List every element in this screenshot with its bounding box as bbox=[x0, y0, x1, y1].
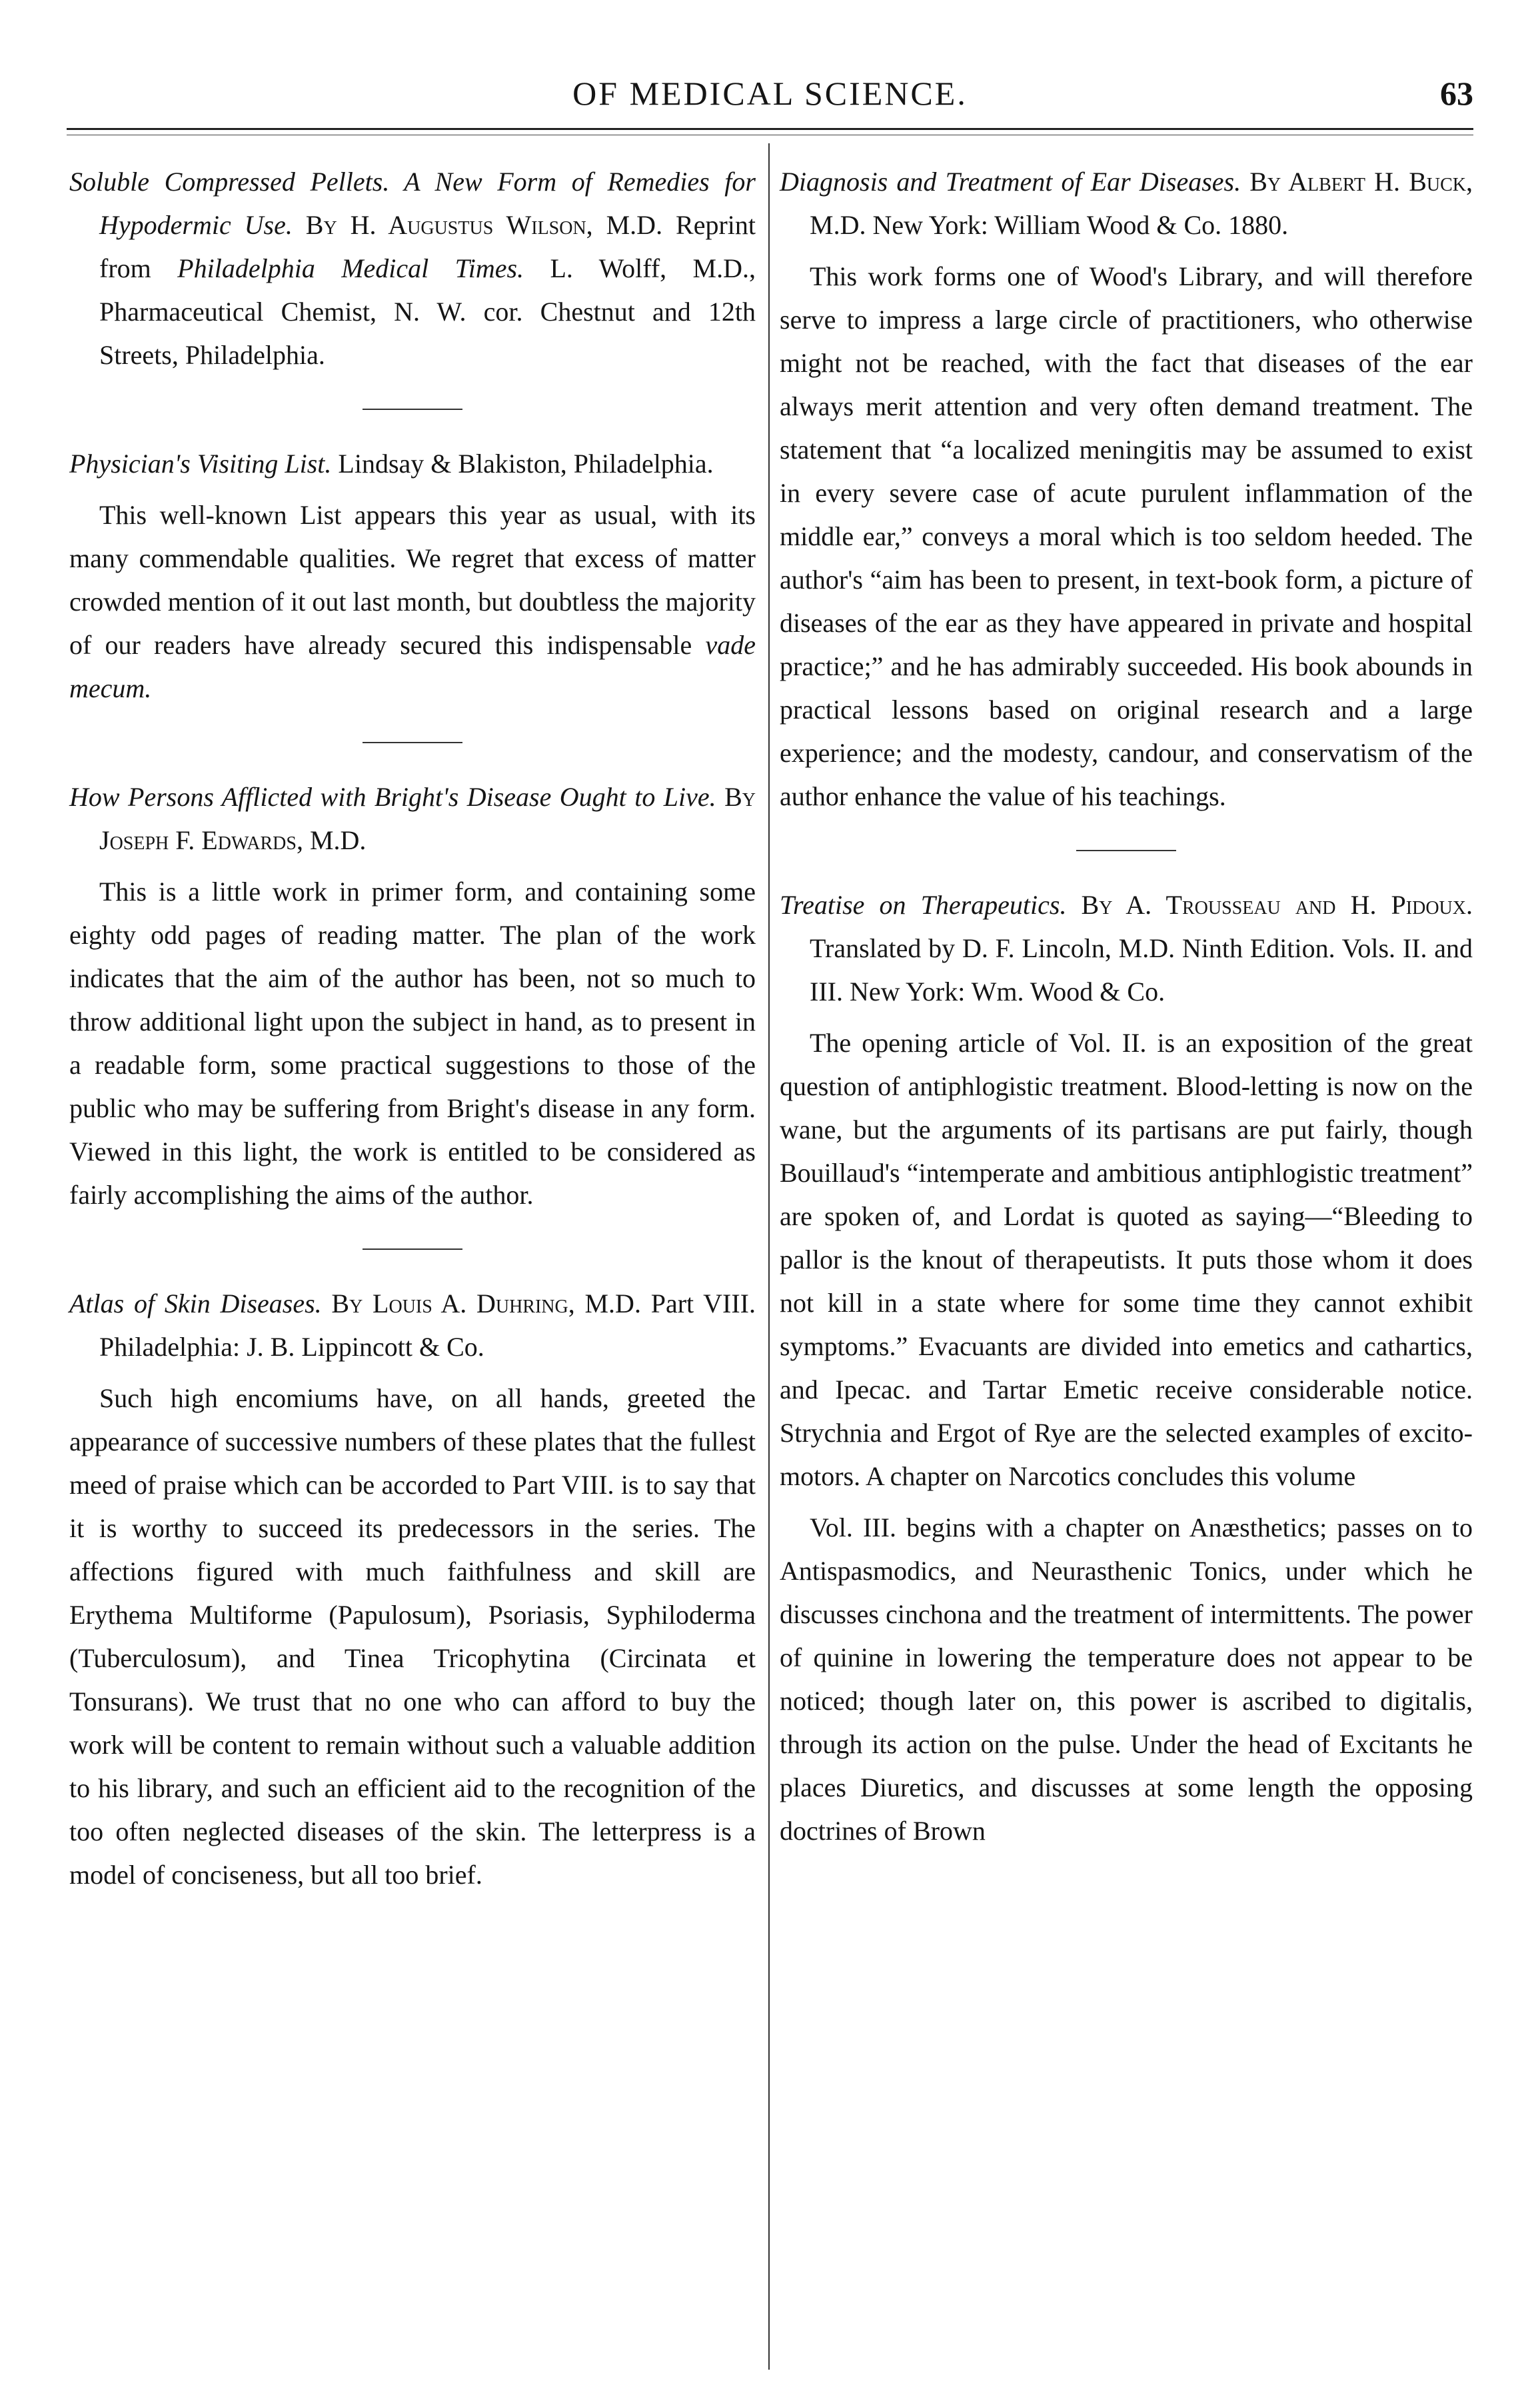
notice-visiting-list bbox=[69, 442, 756, 710]
publisher-line: Lindsay & Blakiston, Philadelphia. bbox=[331, 449, 714, 479]
author-line: By Joseph F. Edwards, M.D. bbox=[99, 782, 756, 855]
notice-separator bbox=[363, 742, 462, 743]
review-paragraph bbox=[69, 493, 756, 710]
book-title: Physician's Visiting List. bbox=[69, 449, 332, 479]
publisher-line: Part VIII. Philadelphia: J. B. Lippincott & Co. bbox=[99, 1288, 756, 1362]
publisher-line: New York: William Wood & Co. 1880. bbox=[866, 210, 1289, 240]
notice-heading bbox=[780, 883, 1473, 1013]
notice-heading bbox=[69, 160, 756, 377]
notice-soluble-pellets bbox=[69, 160, 756, 377]
review-paragraph: Such high encomiums have, on all hands, greeted the appearance of successive numbers of these plates that the fullest meed of praise which can be accorded to Part VIII. is to say that it is worthy to succeed its predecessors in the series. The affections figured with much faithfulness and skill are Erythema Multiforme (Papulosum), Psoriasis, Syphiloderma (Tuberculosum), and Tinea Tricophytina (Circinata et Tonsurans). We trust that no one who can afford to buy the work will be content to remain without such a valuable addition to his library, and such an efficient aid to the recognition of the too often neglected diseases of the skin. The letterpress is a model of conciseness, but all too brief. bbox=[69, 1383, 756, 1890]
review-paragraph: Vol. III. begins with a chapter on Anæsthetics; passes on to Antispasmodics, and Neurasthenic Tonics, under which he discusses cinchona and the treatment of intermittents. The power of quinine in lowering the temperature does not appear to be noticed; though later on, this power is ascribed to digitalis, through its action on the pulse. Under the head of Excitants he places Diuretics, and discusses at some length the opposing doctrines of Brown bbox=[780, 1512, 1473, 1846]
running-head: OF MEDICAL SCIENCE. bbox=[572, 75, 968, 112]
page-number: 63 bbox=[1440, 75, 1473, 112]
author-line: By A. Trousseau and H. Pidoux. bbox=[1066, 890, 1473, 920]
left-column bbox=[69, 160, 756, 1896]
publisher-line: Translated by D. F. Lincoln, M.D. Ninth Edition. Vols. II. and III. New York: Wm. Wood & Co. bbox=[810, 933, 1473, 1007]
notice-heading bbox=[69, 442, 756, 485]
column-divider bbox=[768, 143, 770, 2370]
notice-separator bbox=[363, 1248, 462, 1250]
review-paragraph: The opening article of Vol. II. is an exposition of the great question of antiphlogistic treatment. Blood-letting is now on the wane, but the arguments of its partisans are put fairly, though Bouillaud's “intemperate and ambitious antiphlogistic treatment” are spoken of, and Lordat is quoted as saying—“Bleeding to pallor is the knout of therapeutists. It puts those whom it does not kill in a state where for some time they cannot exhibit symptoms.” Evacuants are divided into emetics and cathartics, and Ipecac. and Tartar Emetic receive considerable notice. Strychnia and Ergot of Rye are the selected examples of excito-motors. A chapter on Narcotics concludes this volume bbox=[780, 1028, 1473, 1491]
page-header bbox=[67, 67, 1473, 127]
book-title: Atlas of Skin Diseases. bbox=[69, 1288, 322, 1318]
notice-heading bbox=[69, 775, 756, 862]
notice-heading bbox=[780, 160, 1473, 247]
author-line: By Albert H. Buck, M.D. bbox=[810, 167, 1473, 240]
book-title: How Persons Afflicted with Bright's Disease Ought to Live. bbox=[69, 782, 716, 812]
notice-ear-diseases bbox=[780, 160, 1473, 818]
notice-separator bbox=[363, 409, 462, 410]
journal-name: Philadelphia Medical Times. bbox=[177, 253, 524, 283]
publisher-line: Reprint from bbox=[99, 210, 756, 283]
book-title: Treatise on Therapeutics. bbox=[780, 890, 1067, 920]
review-paragraph: This is a little work in primer form, and containing some eighty odd pages of reading matter. The plan of the work indicates that the aim of the author has been, not so much to throw additional light upon the subject in hand, as to present in a readable form, some practical suggestions to those of the public who may be suffering from Bright's disease in any form. Viewed in this light, the work is entitled to be considered as fairly accomplishing the aims of the author. bbox=[69, 877, 756, 1210]
header-rule bbox=[67, 128, 1473, 130]
notice-brights-disease bbox=[69, 775, 756, 1216]
notice-therapeutics bbox=[780, 883, 1473, 1852]
publisher-line: L. Wolff, M.D., Pharmaceutical Chemist, N. W. cor. Chestnut and 12th Streets, Philadelphia. bbox=[99, 253, 756, 370]
notice-skin-diseases bbox=[69, 1282, 756, 1896]
review-paragraph: This work forms one of Wood's Library, and will therefore serve to impress a large circle of practitioners, who otherwise might not be reached, with the fact that diseases of the ear always merit attention and very often demand treatment. The statement that “a localized meningitis may be assumed to exist in every severe case of acute purulent inflammation of the middle ear,” conveys a moral which is too seldom heeded. The author's “aim has been to present, in text-book form, a picture of diseases of the ear as they have appeared in private and hospital practice;” and he has admirably succeeded. His book abounds in practical lessons based on original research and a large experience; and the modesty, candour, and conservatism of the author enhance the value of his teachings. bbox=[780, 261, 1473, 811]
right-column bbox=[780, 160, 1473, 1852]
notice-separator bbox=[1076, 850, 1176, 851]
author-line: By H. Augustus Wilson, M.D. bbox=[292, 210, 663, 240]
author-line: By Louis A. Duhring, M.D. bbox=[321, 1288, 641, 1318]
book-title: Diagnosis and Treatment of Ear Diseases. bbox=[780, 167, 1241, 197]
review-text: This well-known List appears this year as usual, with its many commendable qualities. We regret that excess of matter crowded mention of it out last month, but doubtless the majority of our readers have already secured this indispensable bbox=[69, 500, 756, 660]
review-text-italic: vade mecum. bbox=[69, 630, 756, 703]
book-title: Soluble Compressed Pellets. A New Form of Remedies for Hypodermic Use. bbox=[69, 167, 756, 240]
notice-heading bbox=[69, 1282, 756, 1368]
